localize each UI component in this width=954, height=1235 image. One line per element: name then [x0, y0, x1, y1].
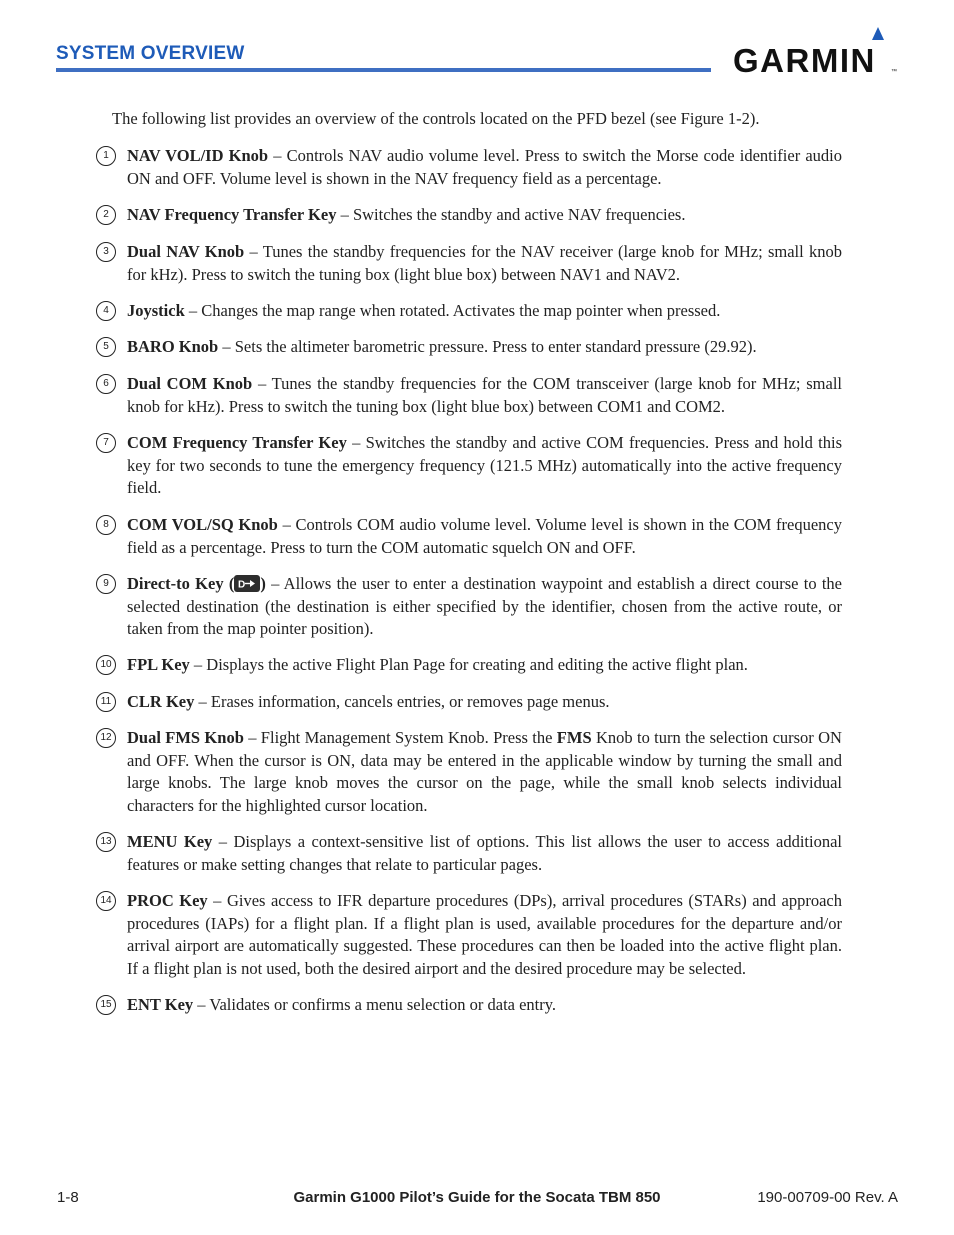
item-number-badge: 2 [96, 205, 116, 225]
footer-page-number: 1-8 [57, 1189, 79, 1206]
item-description: – Gives access to IFR departure procedures (DPs), arrival procedures (STARs) and approach procedures (IAPs) for a flight plan. If a flight plan is used, available procedures for the departure and/or arrival airport are automatically suggested. These procedures can then be loaded into the active flight plan. If a flight plan is not used, both the desired airport and the desired procedure may be selected. [127, 891, 843, 978]
item-term: PROC Key [127, 891, 208, 910]
direct-to-key-icon [234, 575, 260, 592]
item-term: COM VOL/SQ Knob [127, 515, 278, 534]
list-item [96, 514, 842, 559]
item-term: NAV VOL/ID Knob [127, 146, 269, 165]
item-description-continued: Knob to turn the selection cursor ON and OFF. When the cursor is ON, data may be entered in the applicable window by turning the small and large knobs. The large knob moves the cursor on the page, while the small knob selects individual characters for the highlighted cursor location. [127, 728, 842, 815]
item-term: Joystick [127, 301, 185, 320]
item-number-badge: 11 [96, 692, 116, 712]
item-description: – Flight Management System Knob. Press the [243, 728, 557, 747]
item-term: BARO Knob [127, 337, 219, 356]
item-number-badge: 8 [96, 515, 116, 535]
intro-paragraph: The following list provides an overview of the controls located on the PFD bezel (see Figure 1-2). [112, 109, 760, 128]
item-number-badge: 4 [96, 301, 116, 321]
item-number-badge: 14 [96, 891, 116, 911]
item-description: – Changes the map range when rotated. Activates the map pointer when pressed. [184, 301, 721, 320]
section-title: SYSTEM OVERVIEW [56, 43, 245, 64]
list-item [96, 204, 842, 227]
item-description: – Controls COM audio volume level. Volume level is shown in the COM frequency field as a percentage. Press to turn the COM automatic squelch ON and OFF. [127, 515, 842, 557]
item-number-badge: 10 [96, 655, 116, 675]
item-term: NAV Frequency Transfer Key [127, 205, 337, 224]
item-number-badge: 5 [96, 337, 116, 357]
garmin-logo-trademark: ™ [891, 69, 897, 75]
item-term: Dual NAV Knob [127, 242, 245, 261]
item-number-badge: 9 [96, 574, 116, 594]
item-description: – Controls NAV audio volume level. Press to switch the Morse code identifier audio ON and OFF. Volume level is shown in the NAV frequency field as a percentage. [127, 146, 842, 188]
list-item [96, 890, 842, 980]
item-number-badge: 15 [96, 995, 116, 1015]
item-description: – Switches the standby and active COM frequencies. Press and hold this key for two seconds to tune the emergency frequency (121.5 MHz) automatically into the active frequency field. [127, 433, 842, 498]
item-term: CLR Key [127, 692, 195, 711]
list-item [96, 241, 842, 286]
list-item [96, 373, 842, 418]
list-item [96, 831, 842, 876]
list-item [96, 994, 842, 1017]
item-description: – Displays the active Flight Plan Page for creating and editing the active flight plan. [189, 655, 748, 674]
garmin-logo-wordmark: GARMIN [733, 42, 876, 76]
item-term: Dual FMS Knob [127, 728, 244, 747]
item-term: ENT Key [127, 995, 194, 1014]
garmin-logo-triangle [872, 27, 884, 40]
item-number-badge: 12 [96, 728, 116, 748]
item-description: – Validates or confirms a menu selection or data entry. [193, 995, 557, 1014]
list-item [96, 336, 842, 359]
item-number-badge: 7 [96, 433, 116, 453]
item-term: MENU Key [127, 832, 213, 851]
item-description: – Erases information, cancels entries, or removes page menus. [194, 692, 610, 711]
header-rule [56, 68, 711, 72]
svg-text:D: D [238, 579, 246, 589]
list-item [96, 300, 842, 323]
list-item [96, 145, 842, 190]
item-description: – Tunes the standby frequencies for the NAV receiver (large knob for MHz; small knob for kHz). Press to switch the tuning box (light blue box) between NAV1 and NAV2. [127, 242, 842, 284]
list-item [96, 573, 842, 641]
item-description: – Sets the altimeter barometric pressure. Press to enter standard pressure (29.92). [218, 337, 757, 356]
item-number-badge: 1 [96, 146, 116, 166]
item-description: – Tunes the standby frequencies for the COM transceiver (large knob for MHz; small knob for kHz). Press to switch the tuning box (light blue box) between COM1 and COM2. [127, 374, 842, 416]
item-description: – Displays a context-sensitive list of options. This list allows the user to access additional features or make setting changes that relate to particular pages. [127, 832, 842, 874]
item-term: Direct-to Key ( [127, 574, 235, 593]
item-term: FPL Key [127, 655, 190, 674]
footer-title: Garmin G1000 Pilot’s Guide for the Socata TBM 850 [293, 1189, 661, 1206]
garmin-logo [733, 26, 901, 76]
item-term: Dual COM Knob [127, 374, 253, 393]
item-inline-bold: FMS [556, 728, 592, 747]
list-item [96, 654, 842, 677]
item-number-badge: 3 [96, 242, 116, 262]
item-description: – Allows the user to enter a destination waypoint and establish a direct course to the selected destination (the destination is either specified by the identifier, chosen from the active route, or taken from the map pointer position). [127, 574, 843, 639]
list-item [96, 691, 842, 714]
item-description: – Switches the standby and active NAV frequencies. [336, 205, 686, 224]
footer-doc-number: 190-00709-00 Rev. A [757, 1189, 898, 1206]
item-number-badge: 6 [96, 374, 116, 394]
list-item [96, 727, 842, 817]
item-term: COM Frequency Transfer Key [127, 433, 347, 452]
item-number-badge: 13 [96, 832, 116, 852]
list-item [96, 432, 842, 500]
item-term-end: ) [260, 574, 266, 593]
